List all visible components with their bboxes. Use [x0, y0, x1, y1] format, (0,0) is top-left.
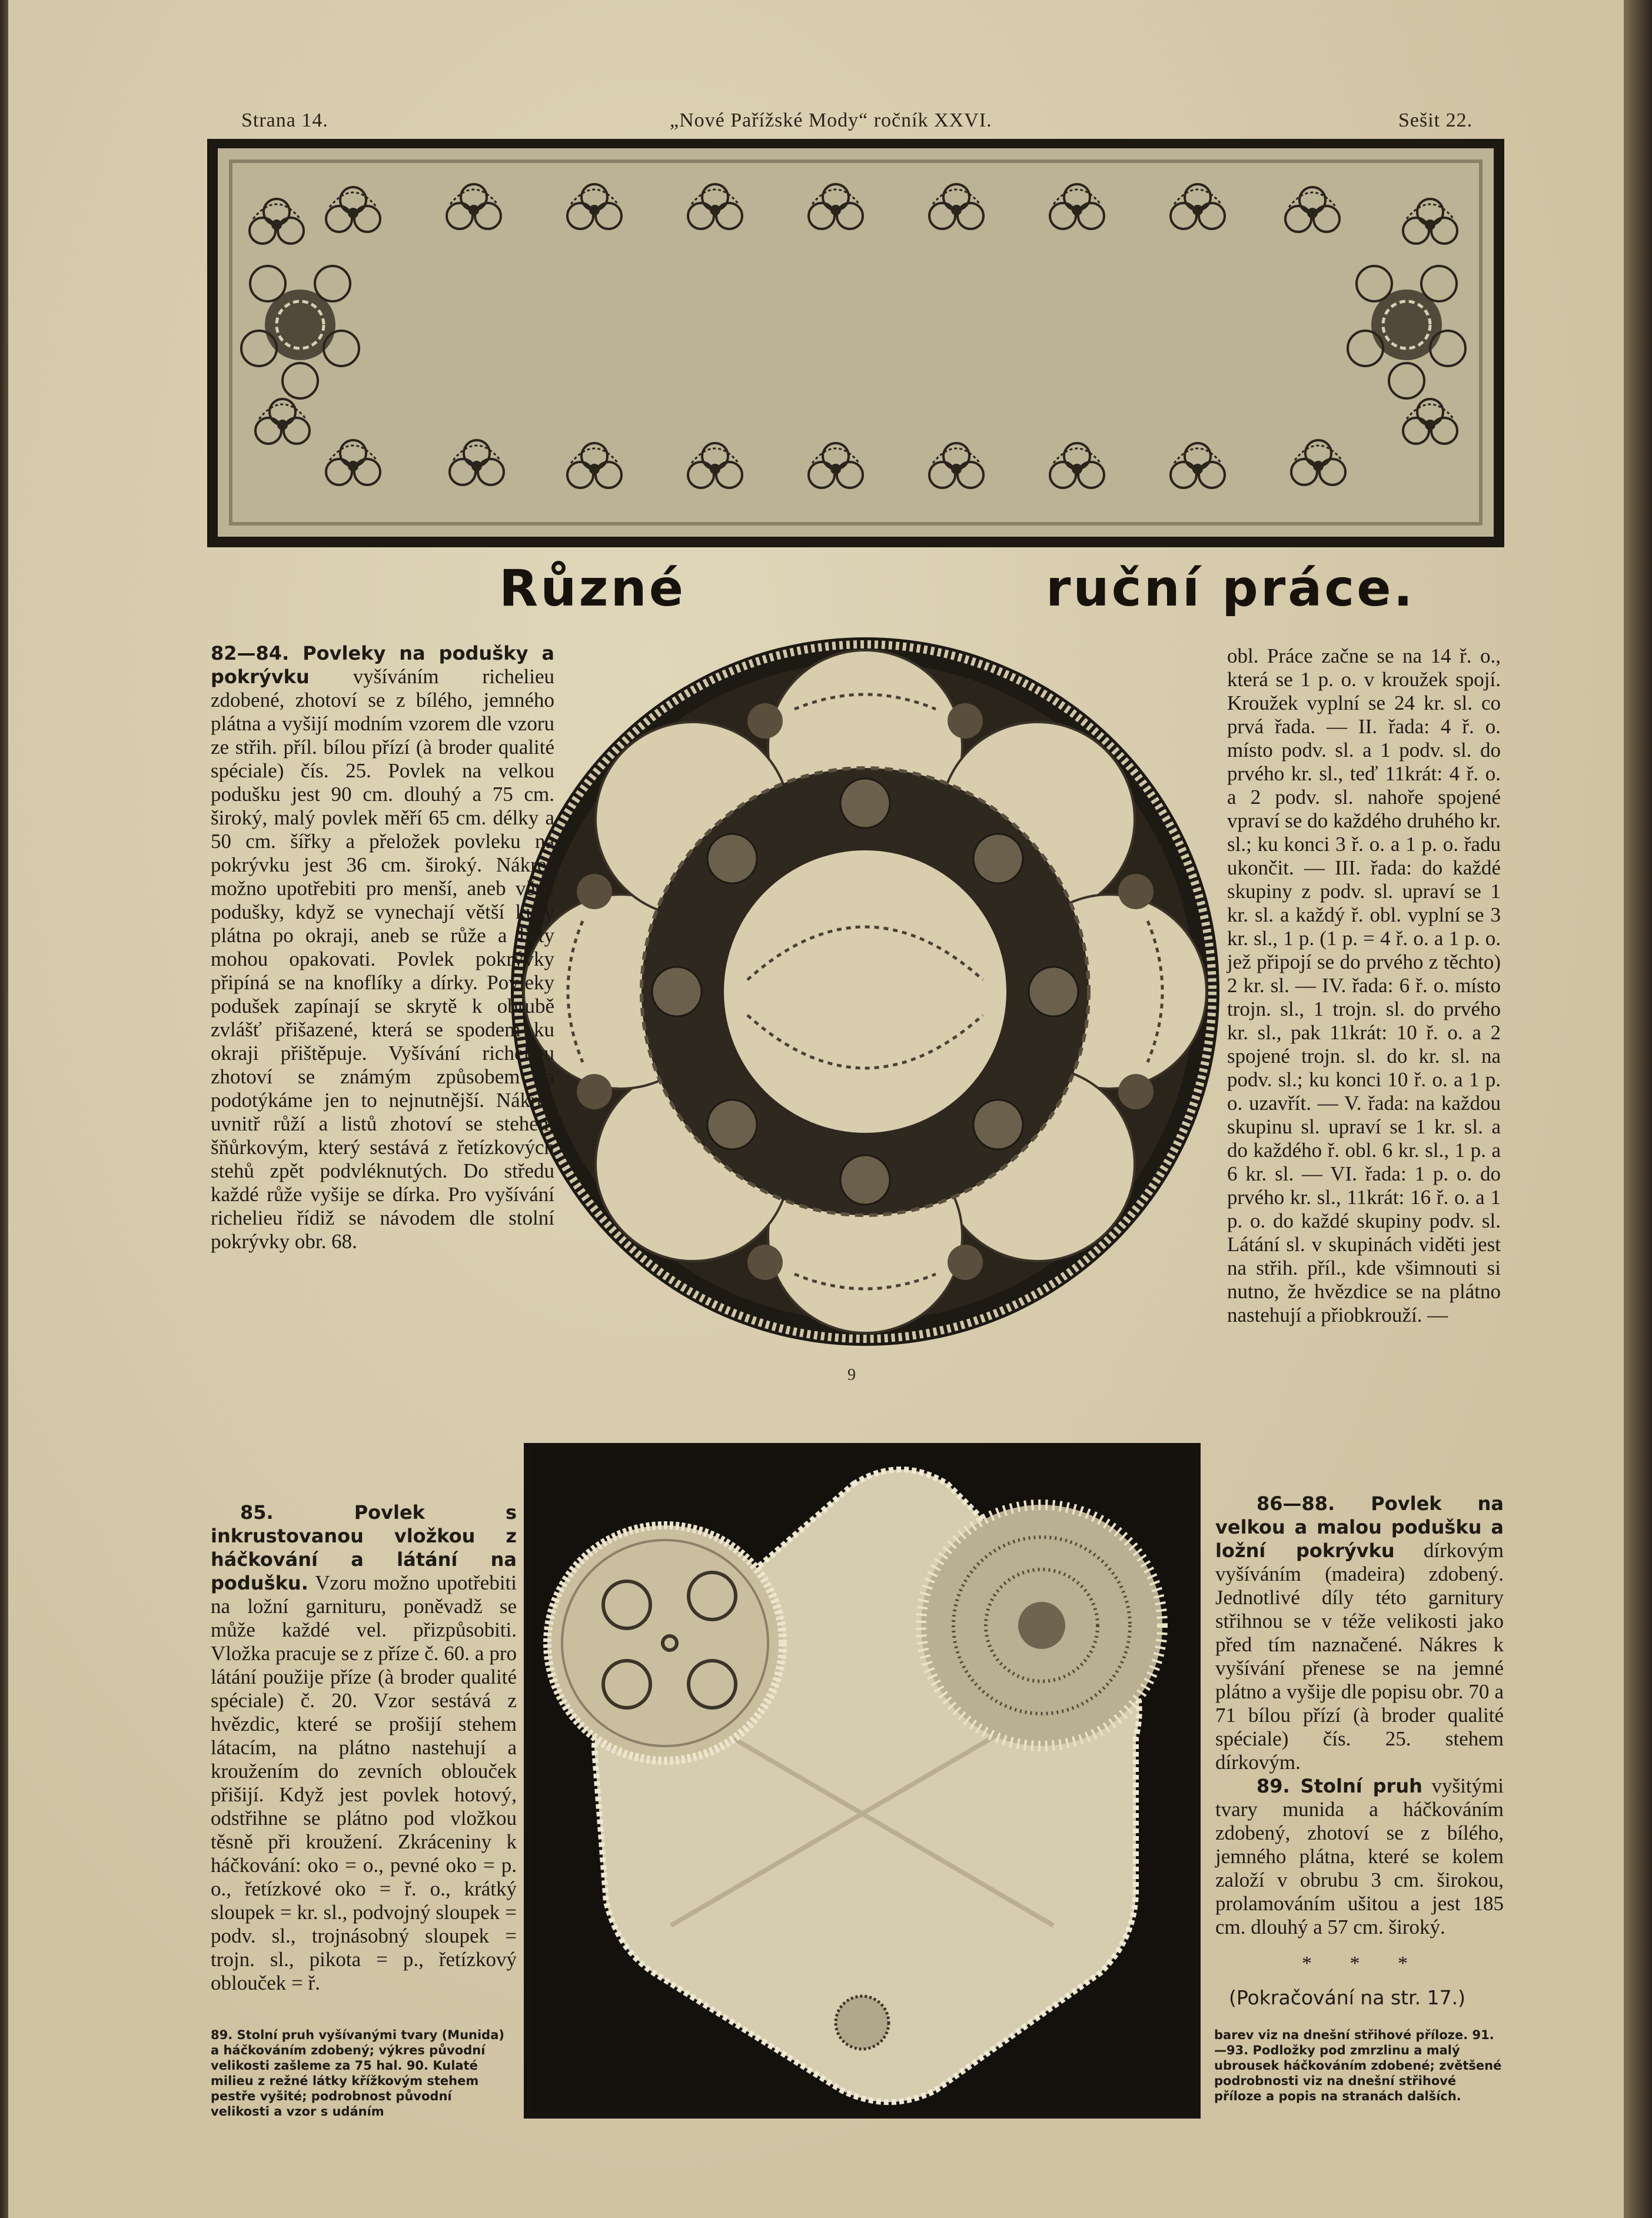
article-column-left-top	[211, 641, 554, 1253]
article-lead: 85. Povlek s inkrustovanou vložkou z háčkování a látání na podušku.	[211, 1501, 517, 1594]
continuation-note: (Pokračování na str. 17.)	[1229, 1986, 1465, 2009]
article-column-right-bottom	[1215, 1492, 1504, 1939]
article-text: Vzoru možno upotřebiti na ložní garnituru, poněvadž se může každé vel. přizpůsobiti. Vložka pracuje se z příze č. 60. a pro látání použije příze (à broder qualité spéciale) č. 20. Vzor sestává z hvězdic, které se prošijí stehem látacím, na plátno nastehují a kroužením do zevních oblouček přišijí. Když jest povlek hotový, odstřihne se plátno pod vložkou těsně při kroužení. Zkráceniny k háčkování: oko = o., pevné oko = p. o., řetízkové oko = ř. o., krátký sloupek = kr. sl., podvojný sloupek = podv. sl., trojnásobný sloupek = trojn. sl., pikota = p., řetízkový oblouček = ř.	[211, 1571, 517, 1994]
article-paragraph	[211, 641, 554, 1253]
article-column-left-bottom	[211, 1501, 517, 1995]
heading-left: Různé	[499, 559, 686, 618]
heading-right: ruční práce.	[1046, 559, 1415, 618]
article-paragraph	[1215, 1774, 1504, 1939]
caption-left: 89. Stolní pruh vyšívanými tvary (Munida) a háčkováním zdobený; výkres původní velikosti zašleme za 75 hal. 90. Kulaté milieu z režné látky křížkovým stehem pestře vyšité; podrobnost původní velikosti a vzor s udáním	[211, 2028, 504, 2119]
crochet-doilies-illustration	[524, 1443, 1201, 2119]
round-doily-illustration	[500, 627, 1230, 1380]
article-text: vyšitými tvary munida a háčkováním zdobený, zhotoví se z bílého, jemného plátna, které se kolem založí v obrubu 3 cm. širokou, prolamováním ušitou a jest 185 cm. dlouhý a 57 cm. široký.	[1215, 1774, 1504, 1938]
caption-right: barev viz na dnešní střihové příloze. 91.—93. Podložky pod zmrzlinu a malý ubrousek háčkováním zdobené; zvětšené podrobnosti viz na dnešní střihové příloze a popis na stranách dalších.	[1214, 2028, 1502, 2103]
round-doily-photo	[500, 627, 1230, 1383]
article-paragraph	[211, 1501, 517, 1995]
section-stars: * * *	[1302, 1953, 1424, 1974]
table-runner-illustration	[218, 148, 1494, 537]
article-paragraph	[1215, 1492, 1504, 1774]
issue-number: Sešit 22.	[1398, 109, 1473, 131]
article-text: obl. Práce začne se na 14 ř. o., která se 1 p. o. v kroužek spojí. Kroužek vyplní se 24 kr. sl. co prvá řada. — II. řada: 4 ř. o. místo podv. sl. a 1 podv. sl. do prvého kr. sl., teď 11krát: 4 ř. o. a 2 podv. sl. nahoře spojené vpraví se do každého druhého kr. sl.; ku konci 3 ř. o. a 1 p. o. řadu ukončit. — III. řada: do každé skupiny z podv. sl. upraví se 1 kr. sl. a každý ř. obl. vyplní se 3 kr. sl., 1 p. (1 p. = 4 ř. o. a 1 p. o. jež připojí se do prvého z těchto) 2 kr. sl. — IV. řada: 6 ř. o. místo trojn. sl., 1 trojn. sl. do prvého kr. sl., pak 11krát: 10 ř. o. a 2 spojené trojn. sl. do kr. sl. na podv. sl.; ku konci 10 ř. o. a 1 p. o. uzavřít. — V. řada: na každou skupinu sl. upraví se 1 kr. sl. a do každého ř. obl. 6 kr. sl., 1 p. a 6 kr. sl. — VI. řada: 1 p. o. do prvého kr. sl., 11krát: 16 ř. o. a 1 p. o. do každé skupiny podv. sl. Látání sl. v skupinách viděti jest na střih. příl., kde všimnouti si nutno, že hvězdice se na plátno nastehují a přiobkrouží. —	[1227, 644, 1501, 1326]
figure-number: 9	[847, 1366, 856, 1380]
article-lead: 89. Stolní pruh	[1257, 1775, 1422, 1797]
page-number: Strana 14.	[241, 109, 328, 131]
article-lead: 82—84. Povleky na podušky a pokrývku	[211, 642, 554, 688]
article-text: dírkovým vyšíváním (madeira) zdobený. Jednotlivé díly této garnitury střihnou se v téže velikosti jako před tím naznačené. Nákres k vyšívání přenese se na jemné plátno a vyšije dle popisu obr. 70 a 71 bílou přízí (à broder qualité spéciale) čís. 25. stehem dírkovým.	[1215, 1539, 1504, 1774]
crochet-doilies-photo	[524, 1443, 1201, 2119]
binding-edge-right	[1624, 0, 1652, 2218]
article-column-right-top	[1227, 644, 1501, 1327]
magazine-title: „Nové Pařížské Mody“ ročník XXVI.	[670, 109, 992, 131]
table-runner-photo	[218, 148, 1494, 537]
article-text: vyšíváním richelieu zdobené, zhotoví se z bílého, jemného plátna a vyšijí modním vzorem dle vzoru ze střih. příl. bílou přízí (à broder qualité spéciale) čís. 25. Povlek na velkou podušku jest 90 cm. dlouhý a 75 cm. široký, malý povlek měří 65 cm. délky a 50 cm. šířky a přeložek povleku na pokrývku jest 36 cm. široký. Nákres možno upotřebiti pro menší, aneb větší podušky, když se vynechají větší kusy plátna po okraji, aneb se růže a listy mohou opakovati. Povlek pokrývky připíná se na knoflíky a dírky. Povleky podušek zapínají se skrytě k obrubě zvlášť přišazené, která se spodem ku okraji přištěpuje. Vyšívání richelieu zhotoví se známým způsobem a podotýkáme jen to nejnutnější. Nákres uvnitř růží a listů zhotoví se stehem šňůrkovým, který sestává z řetízkových stehů zpět podvléknutých. Do středu každé růže vyšije se dírka. Pro vyšívání richelieu řídiž se návodem dle stolní pokrývky obr. 68.	[211, 665, 554, 1253]
article-lead: 86—88. Povlek na velkou a malou podušku a ložní pokrývku	[1215, 1492, 1504, 1562]
article-paragraph	[1227, 644, 1501, 1327]
